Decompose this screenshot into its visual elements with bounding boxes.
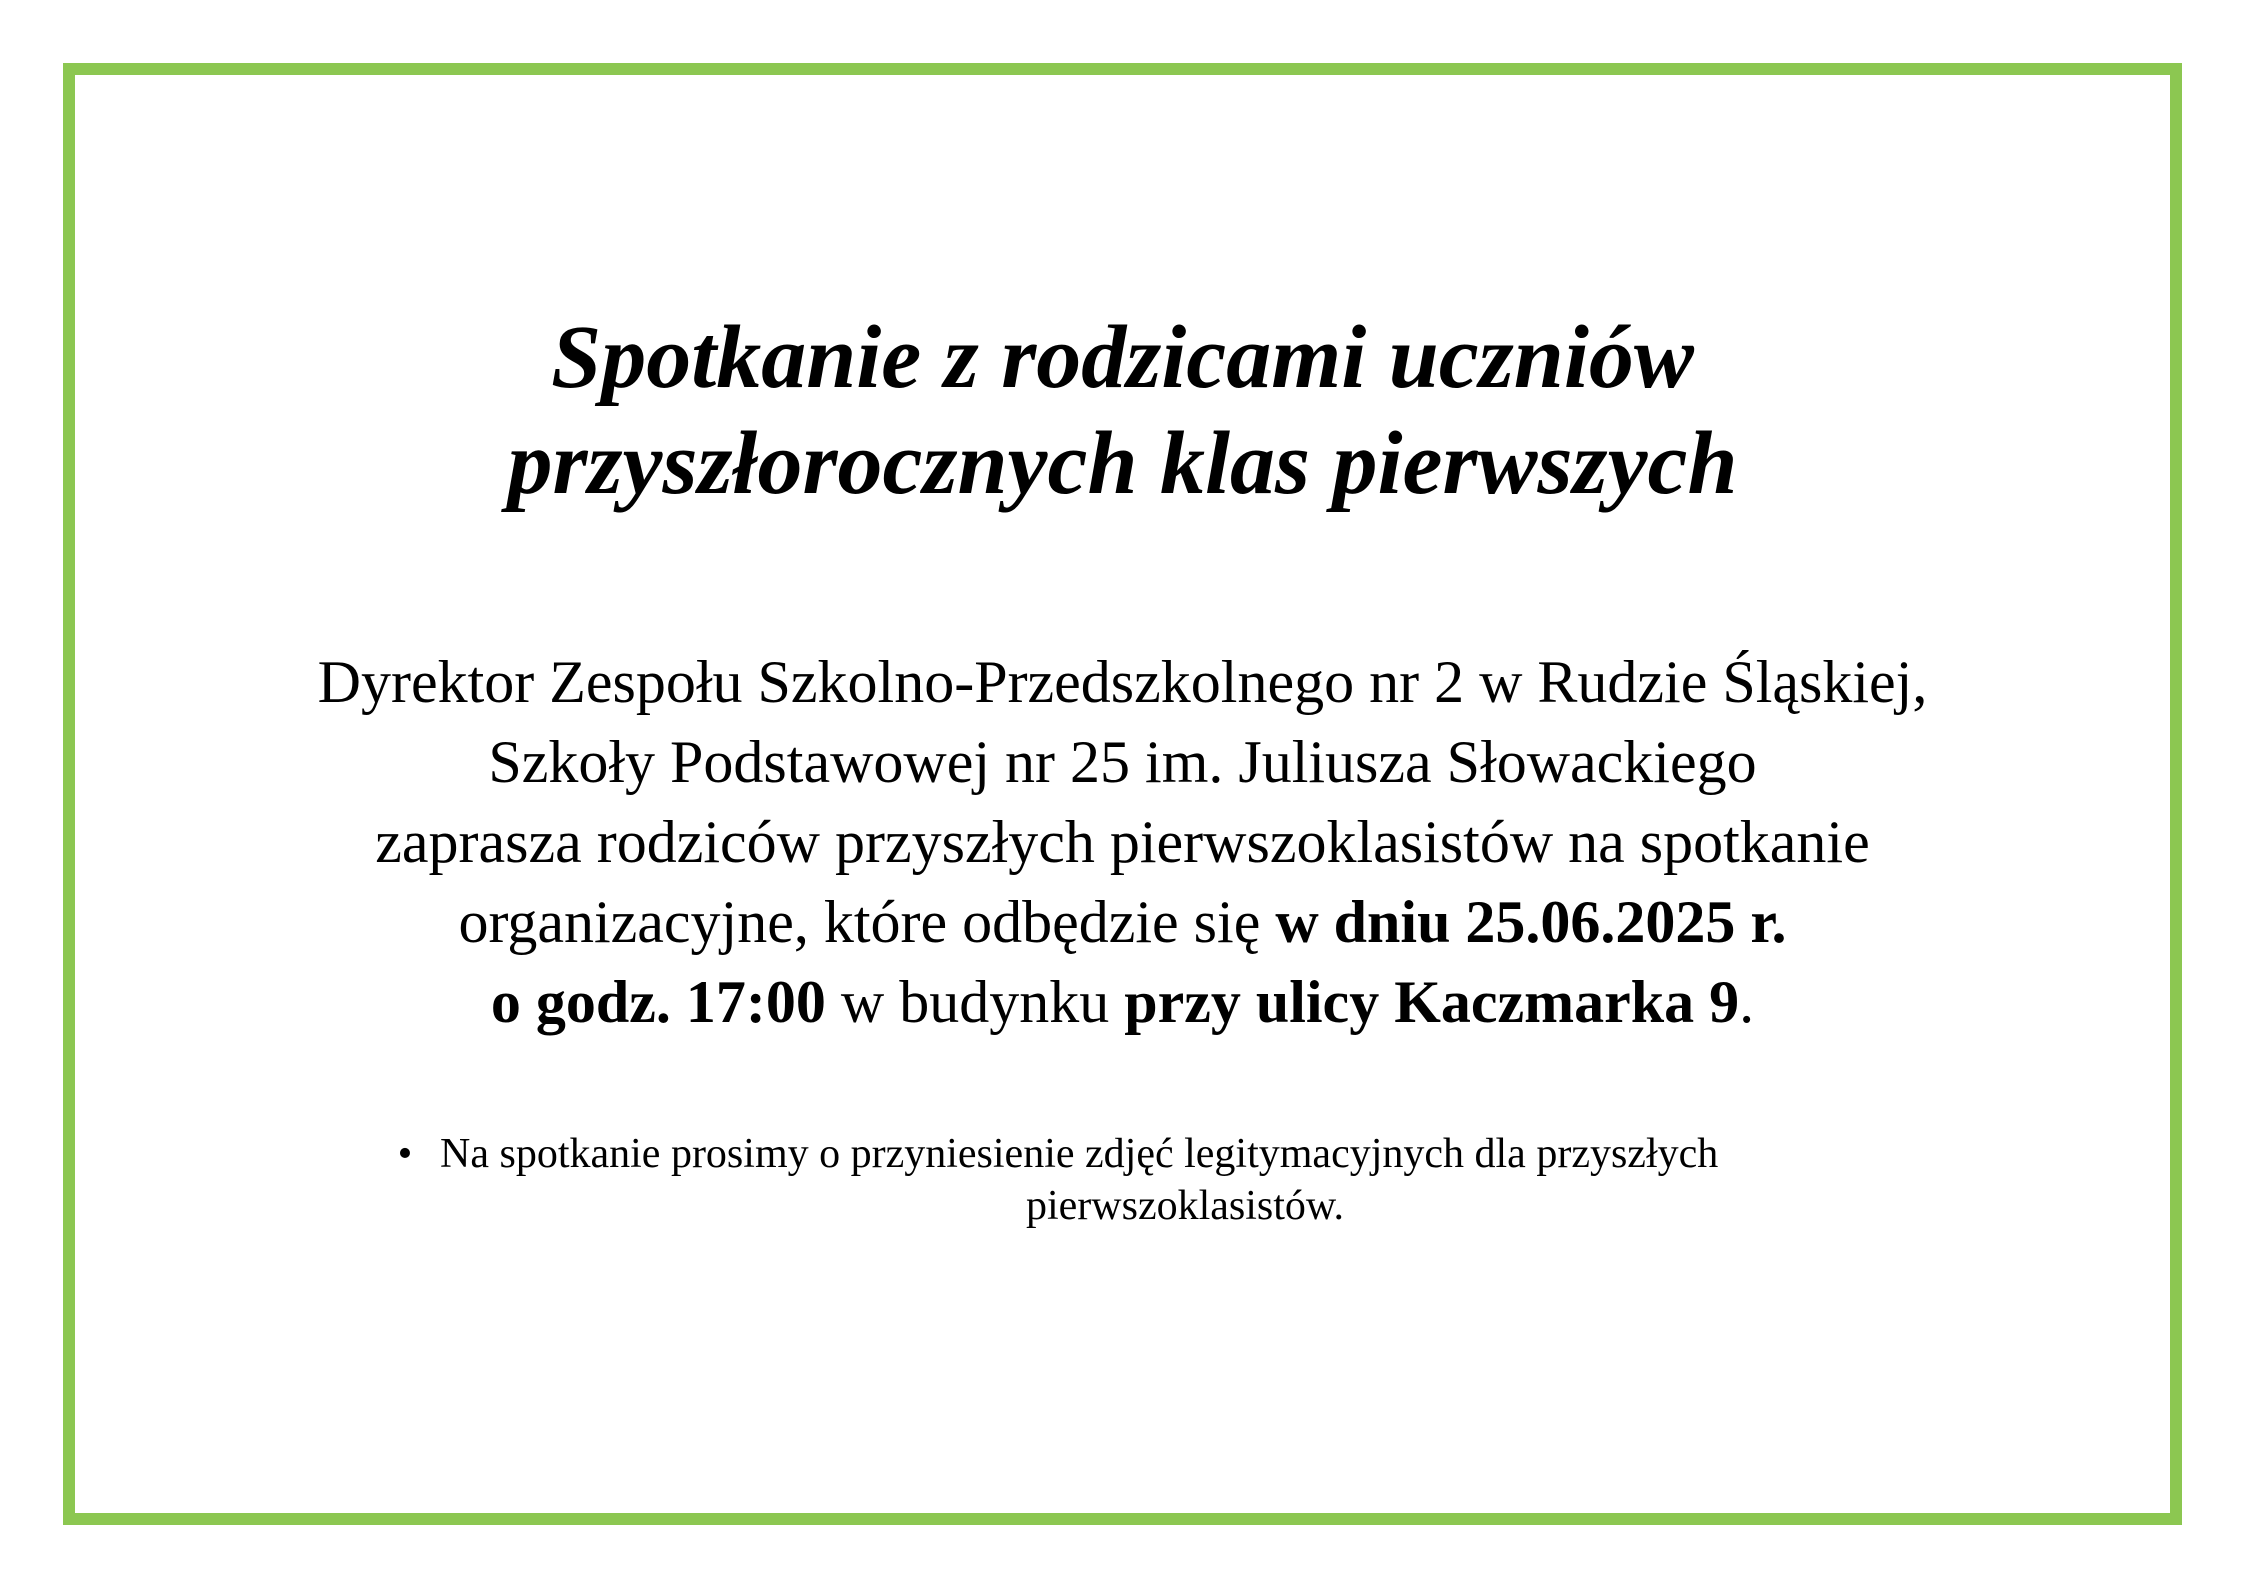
announcement-title — [0, 305, 2245, 517]
body-line-5 — [0, 962, 2245, 1042]
title-line-2: przyszłorocznych klas pierwszych — [507, 414, 1738, 513]
body-line-1: Dyrektor Zespołu Szkolno-Przedszkolnego nr 2 w Rudzie Śląskiej, — [317, 649, 1928, 715]
meeting-address: przy ulicy Kaczmarka 9 — [1124, 969, 1740, 1035]
announcement-body — [0, 642, 2245, 1042]
note-list-item — [390, 1128, 1930, 1232]
meeting-time: o godz. 17:00 — [490, 969, 826, 1035]
meeting-date: w dniu 25.06.2025 r. — [1275, 889, 1787, 955]
note-line-2: pierwszoklasistów. — [1025, 1183, 1345, 1229]
body-line-3: zaprasza rodziców przyszłych pierwszoklasistów na spotkanie — [375, 809, 1870, 875]
note-line-1: Na spotkanie prosimy o przyniesienie zdjęć legitymacyjnych dla przyszłych — [440, 1131, 1719, 1177]
body-line-4 — [0, 882, 2245, 962]
title-line-1: Spotkanie z rodzicami uczniów — [551, 308, 1694, 407]
body-line-5-end: . — [1739, 969, 1755, 1035]
bullet-icon: • — [397, 1131, 413, 1177]
body-line-4-text: organizacyjne, które odbędzie się — [458, 889, 1276, 955]
body-line-2: Szkoły Podstawowej nr 25 im. Juliusza Słowackiego — [488, 729, 1757, 795]
body-line-5-text: w budynku — [825, 969, 1125, 1035]
